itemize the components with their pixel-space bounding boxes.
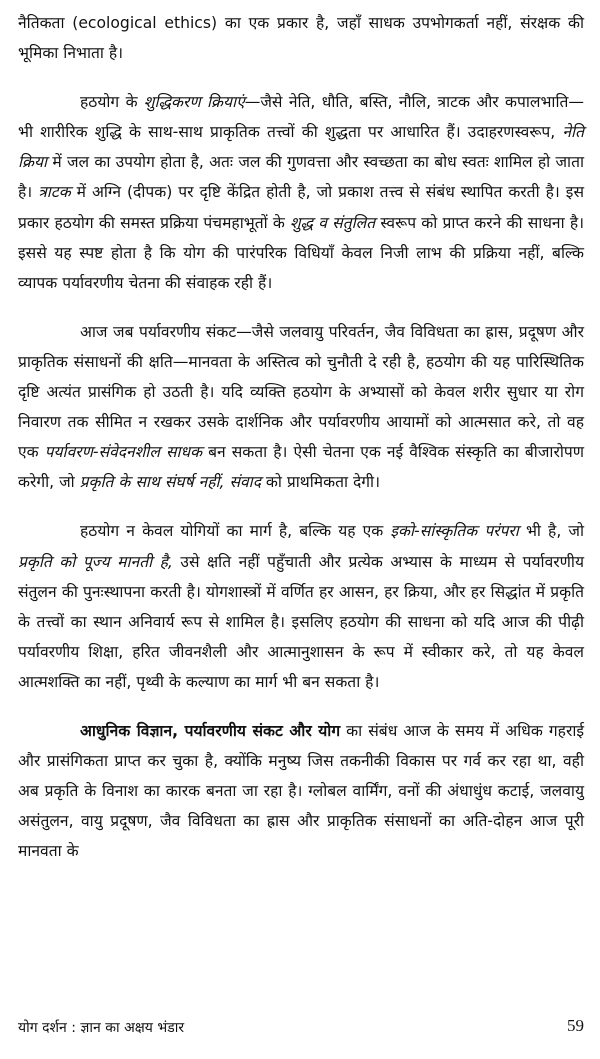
italic-phrase: त्राटक [38,183,71,202]
page-footer [18,1018,584,1042]
italic-phrase: शुद्धिकरण क्रियाएं [143,93,245,112]
text-run: आज जब पर्यावरणीय संकट—जैसे जलवायु परिवर्तन, जैव विविधता का ह्रास, प्रदूषण और प्राकृतिक संसाधनों की क्षति—मानवता के अस्तित्व को चुनौती दे रही है, हठयोग की यह पारिस्थितिक दृष्टि अत्यंत प्रासंगिक हो उठती है। यदि व्यक्ति हठयोग के अभ्यासों को केवल शरीर सुधार या रोग निवारण तक सीमित न रखकर उसके दार्शनिक और पर्यावरणीय आयामों को आत्मसात करे, तो वह एक [18,322,584,462]
text-run: नैतिकता (ecological ethics) का एक प्रकार है, जहाँ साधक उपभोगकर्ता नहीं, संरक्षक की भूमिका निभाता है। [18,14,584,63]
paragraph-5 [18,716,584,866]
running-footer-title: योग दर्शन : ज्ञान का अक्षय भंडार [18,1020,185,1036]
page-number: 59 [567,1016,584,1035]
page-body [18,8,584,866]
text-run: हठयोग के [80,93,144,112]
italic-phrase: प्रकृति के साथ संघर्ष नहीं, संवाद [79,473,261,492]
paragraph-2 [18,87,584,298]
italic-phrase: प्रकृति को पूज्य मानती है, [18,552,173,571]
text-run: में जल का उपयोग होता है, अतः जल की गुणवत्ता और स्वच्छता का बोध स्वतः शामिल हो जाता है। [18,153,584,202]
paragraph-1 [18,8,584,68]
italic-phrase: पर्यावरण-संवेदनशील साधक [44,443,203,462]
bold-phrase: आधुनिक विज्ञान, पर्यावरणीय संकट और योग [80,721,341,740]
paragraph-3 [18,317,584,498]
text-run: में अग्नि (दीपक) पर दृष्टि केंद्रित होती है, जो प्रकाश तत्त्व से संबंध स्थापित करती है। इस प्रकार हठयोग की समस्त प्रक्रिया पंचमहाभूतों के [18,183,584,232]
paragraph-4 [18,516,584,697]
text-run: हठयोग न केवल योगियों का मार्ग है, बल्कि यह एक [80,522,391,541]
text-run: का संबंध आज के समय में अधिक गहराई और प्रासंगिकता प्राप्त कर चुका है, क्योंकि मनुष्य जिस तकनीकी विकास पर गर्व कर रहा था, वही अब प्रकृति के विनाश का कारक बनता जा रहा है। ग्लोबल वार्मिंग, वनों की अंधाधुंध कटाई, जलवायु असंतुलन, वायु प्रदूषण, जैव विविधता का ह्रास और प्राकृतिक संसाधनों का अति-दोहन आज पूरी मानवता के [18,721,585,861]
text-run: स्वरूप को प्राप्त करने की साधना है। इससे यह स्पष्ट होता है कि योग की पारंपरिक विधियाँ केवल निजी लाभ की प्रक्रिया नहीं, बल्कि व्यापक पर्यावरणीय चेतना की संवाहक रही हैं। [18,213,585,292]
text-run: उसे क्षति नहीं पहुँचाती और प्रत्येक अभ्यास के माध्यम से पर्यावरणीय संतुलन की पुनःस्थापना करती है। योगशास्त्रों में वर्णित हर आसन, हर क्रिया, और हर सिद्धांत में प्रकृति के तत्त्वों का स्थान अनिवार्य रूप से शामिल है। इसलिए हठयोग की साधना को यदि आज की पीढ़ी पर्यावरणीय शिक्षा, हरित जीवनशैली और आत्मानुशासन के रूप में स्वीकार करे, तो यह केवल आत्मशक्ति का नहीं, पृथ्वी के कल्याण का मार्ग भी बन सकता है। [18,552,584,691]
text-run: बन सकता है। ऐसी चेतना एक नई वैश्विक संस्कृति का बीजारोपण करेगी, जो [18,443,584,492]
italic-phrase: शुद्ध व संतुलित [290,213,376,232]
italic-phrase: नेति क्रिया [18,123,584,172]
text-run: —जैसे नेति, धौति, बस्ति, नौलि, त्राटक और कपालभाति—भी शारीरिक शुद्धि के साथ-साथ प्राकृतिक तत्त्वों की शुद्धता पर आधारित हैं। उदाहरणस्वरूप, [18,93,584,142]
italic-phrase: इको-सांस्कृतिक परंपरा [390,522,519,541]
text-run: को प्राथमिकता देगी। [260,473,381,492]
text-run: भी है, जो [518,522,585,541]
